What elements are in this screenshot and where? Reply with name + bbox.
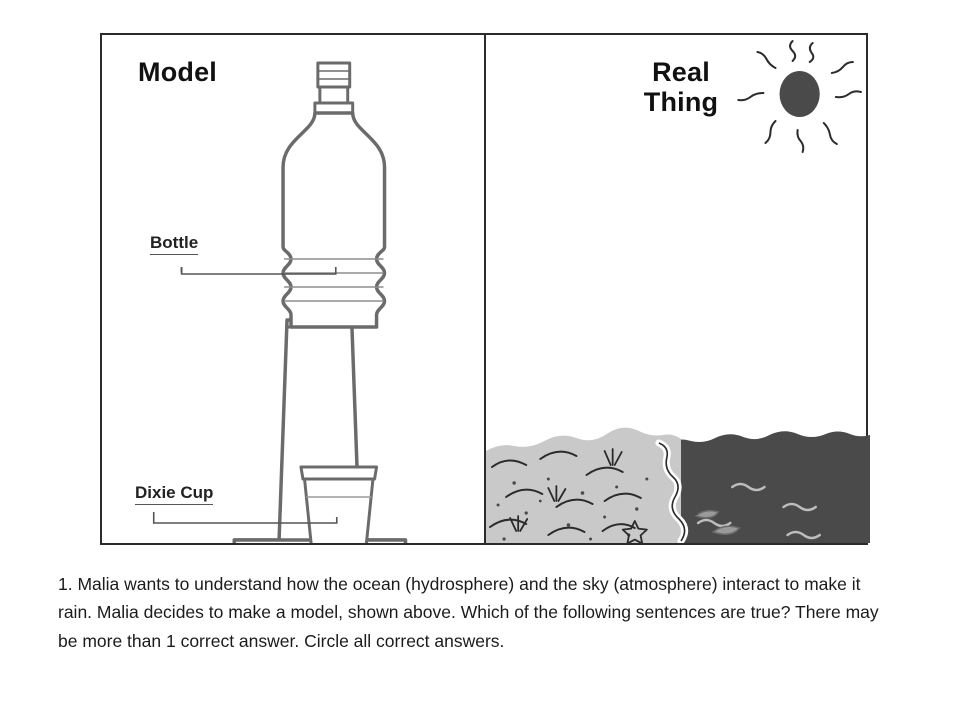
- model-illustration: [102, 35, 484, 543]
- panel-model-title: Model: [138, 57, 217, 87]
- panel-real: [486, 35, 870, 543]
- panel-real-title: Real Thing: [643, 57, 719, 118]
- dixie-cup-shape: [301, 467, 377, 543]
- dixie-cup-leader-line: [154, 512, 337, 523]
- ocean-water-shape: [663, 431, 870, 543]
- starfish-icon: [623, 521, 647, 543]
- sea-grass-icon: [510, 449, 622, 531]
- support-stand-shape: [234, 320, 405, 543]
- plastic-bottle-shape: [283, 63, 384, 327]
- question-text: 1. Malia wants to understand how the ocean (hydrosphere) and the sky (atmosphere) interact to make it rain. Malia decides to make a model, shown above. Which of the following sentences are true? There may be more than 1 correct answer. Circle all correct answers.: [58, 574, 879, 651]
- label-dixie-cup: Dixie Cup: [135, 483, 213, 505]
- model-vs-real-diagram: [100, 33, 868, 545]
- bottle-leader-line: [180, 265, 336, 274]
- sun-icon: [738, 41, 861, 152]
- label-bottle: Bottle: [150, 233, 198, 255]
- sandy-beach-shape: [486, 428, 685, 543]
- panel-model: [102, 35, 486, 543]
